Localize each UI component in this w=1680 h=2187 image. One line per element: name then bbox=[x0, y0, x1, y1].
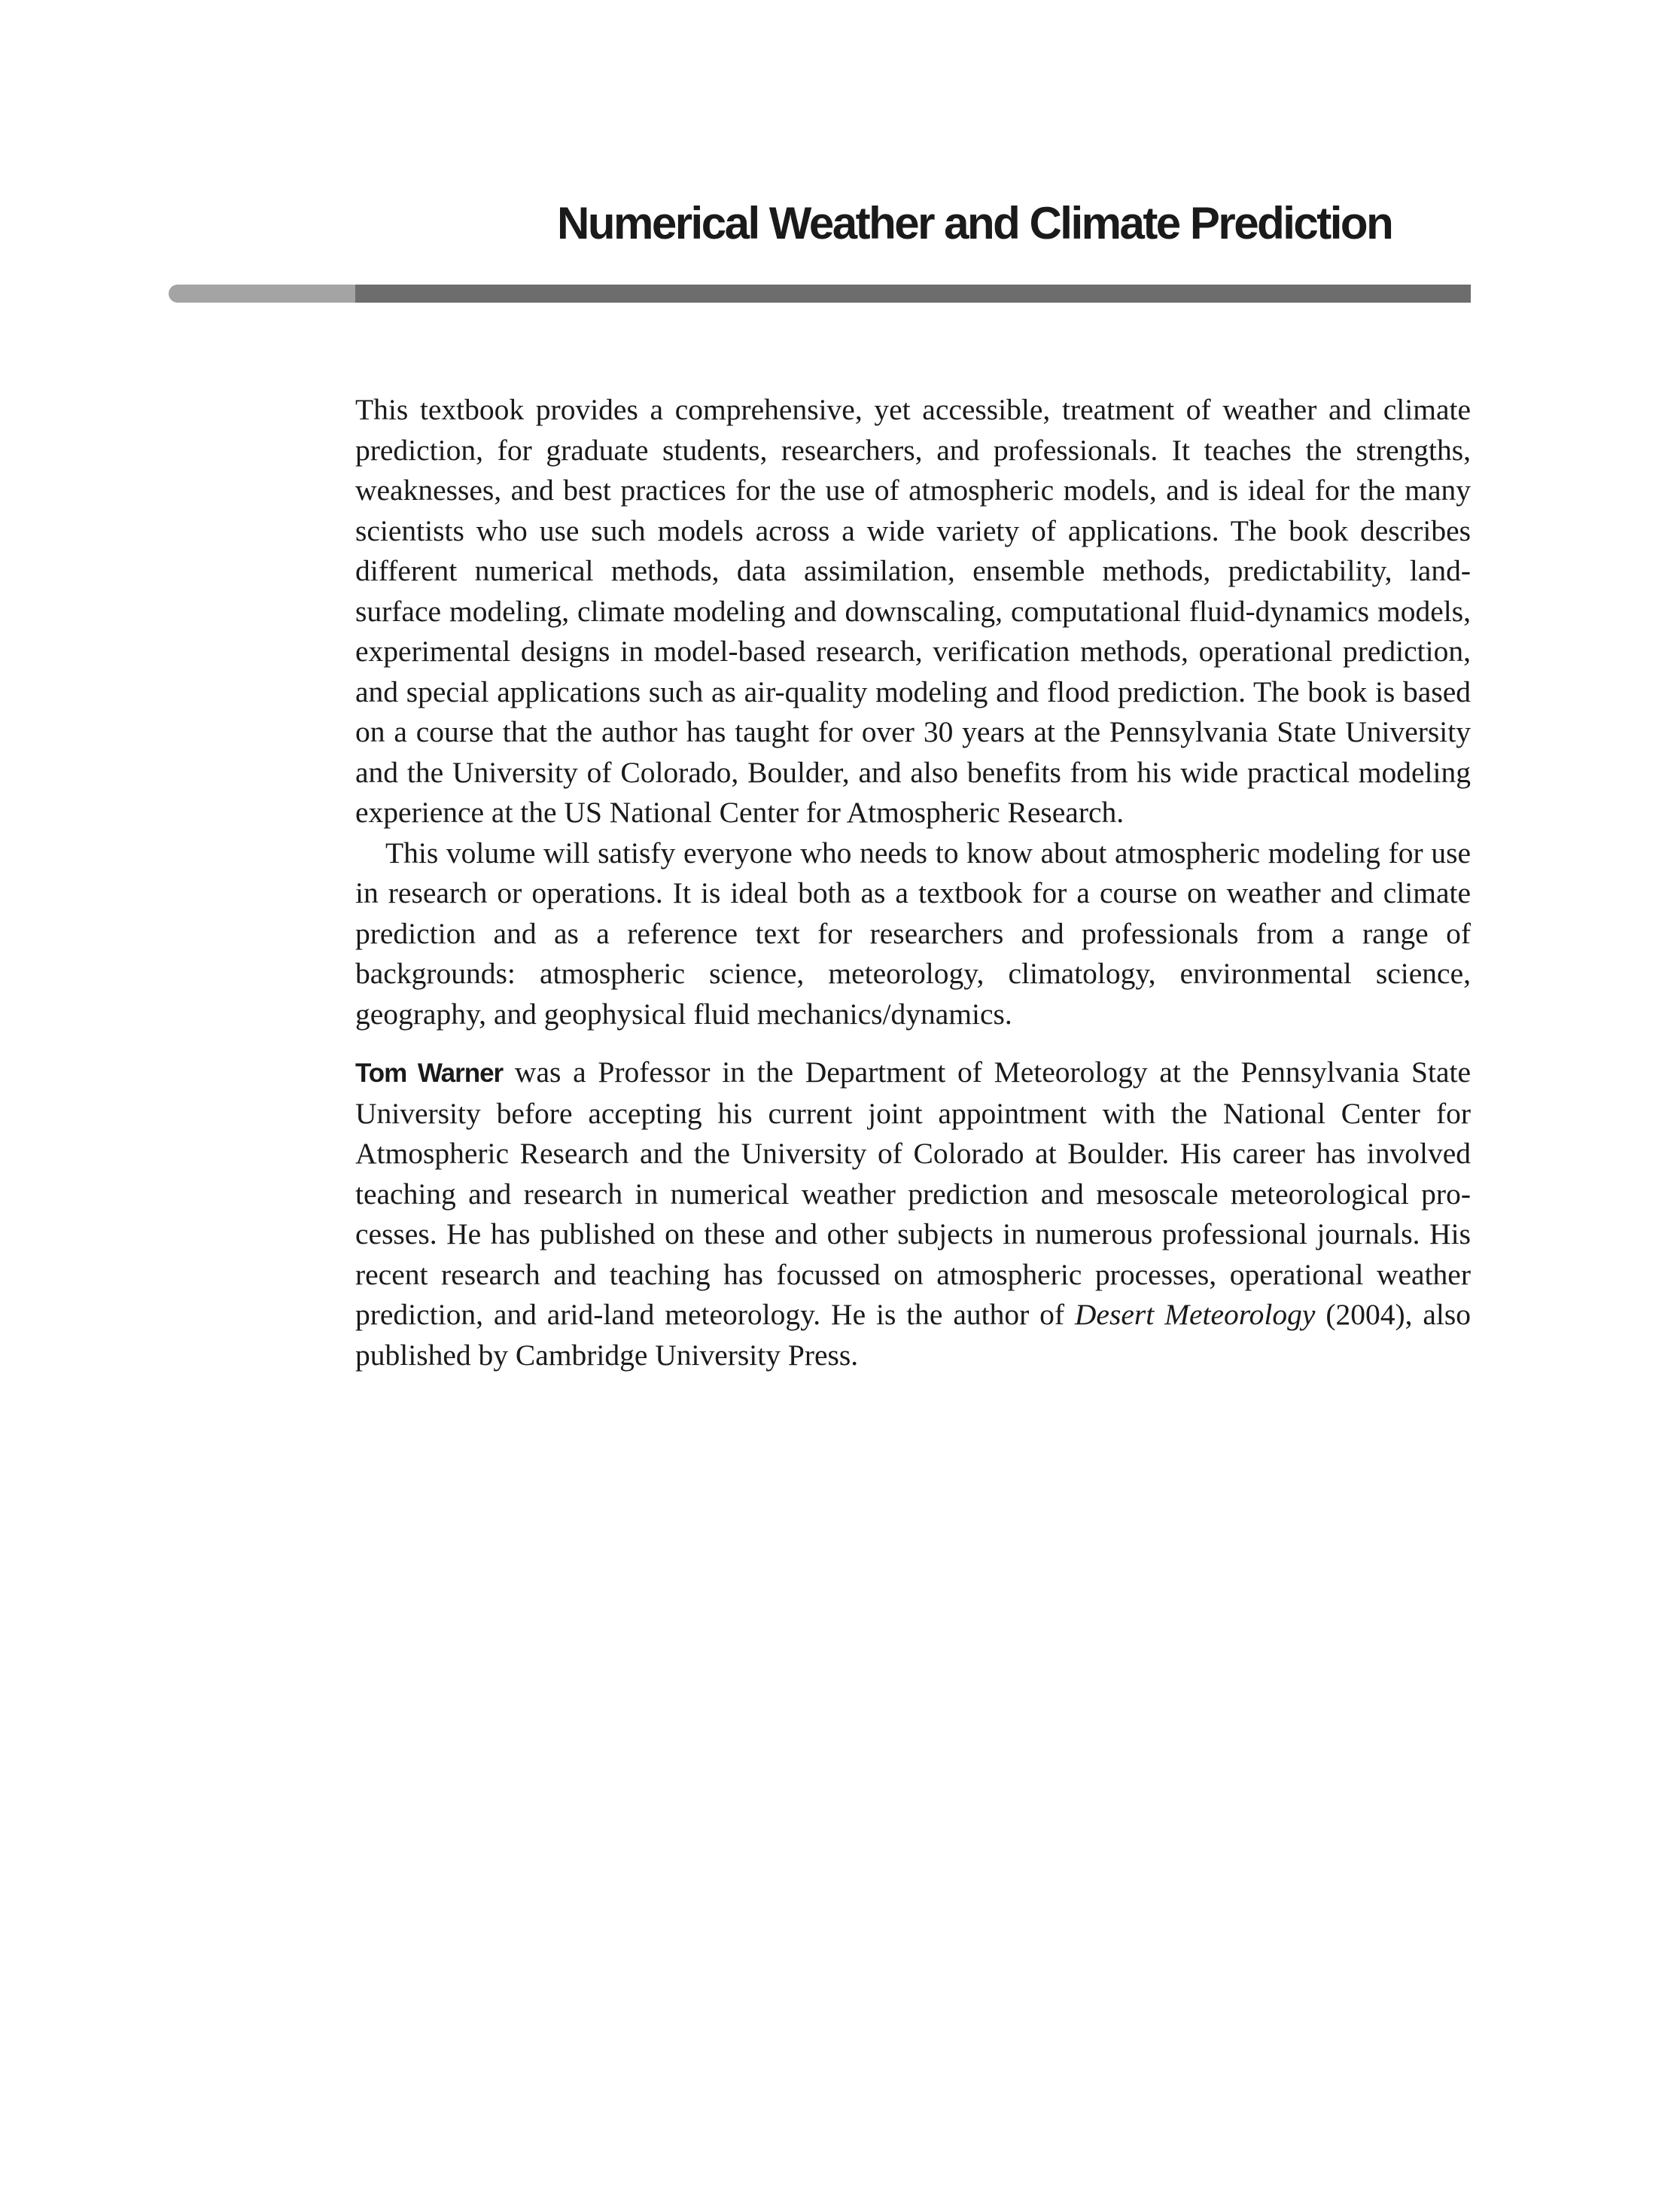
page-title: Numerical Weather and Climate Prediction bbox=[557, 198, 1392, 248]
description-paragraph-1: This textbook provides a comprehensive, yet accessible, treatment of weather and climate prediction, for graduate students, researchers, and professionals. It teaches the strengths, weaknesses, and best practices for the use of atmospheric models, and is ideal for the many scientists who use such models across a wide variety of applications. The book describes different numerical methods, data assimilation, ensemble methods, predictability, land-surface modeling, climate modeling and downscaling, computational fluid-dynamics models, experimental designs in model-based research, verification methods, operational prediction, and special applications such as air-quality modeling and flood prediction. The book is based on a course that the author has taught for over 30 years at the Pennsylvania State University and the University of Colorado, Boulder, and also benefits from his wide practical modeling experience at the US National Center for Atmospheric Research. bbox=[355, 393, 1471, 829]
book-title-reference: Desert Meteorology bbox=[1074, 1298, 1316, 1331]
title-rule-dark-segment bbox=[355, 285, 1471, 303]
title-rule-light-segment bbox=[169, 285, 355, 303]
description-paragraph-2: This volume will satisfy everyone who needs to know about atmospheric modeling for use in research or operations. It is ideal both as a textbook for a course on weather and climate prediction and as a reference text for researchers and professionals from a range of backgrounds: atmospheric science, meteorology, climatology, environmental science, geography, and geophysical fluid mechanics/dynamics. bbox=[355, 836, 1471, 1031]
author-bio-text: was a Professor in the Department of Meteorology at the Pennsylvania State University before accepting his current joint appointment with the National Center for Atmospheric Research and the University of Colorado at Boulder. His career has involved teaching and research in numerical weather prediction and mesoscale meteorological processes. He has published on these and other subjects in numerous professional journals. His recent research and teaching has focussed on atmospheric processes, operational weather prediction, and arid-land meteorology. He is the author of bbox=[355, 1055, 1472, 1331]
author-bio-text-end: (2004), also published by Cambridge University Press. bbox=[355, 1298, 1472, 1372]
author-name: Tom Warner bbox=[355, 1058, 504, 1088]
page-content bbox=[355, 390, 1471, 1375]
author-bio bbox=[355, 1052, 1471, 1375]
